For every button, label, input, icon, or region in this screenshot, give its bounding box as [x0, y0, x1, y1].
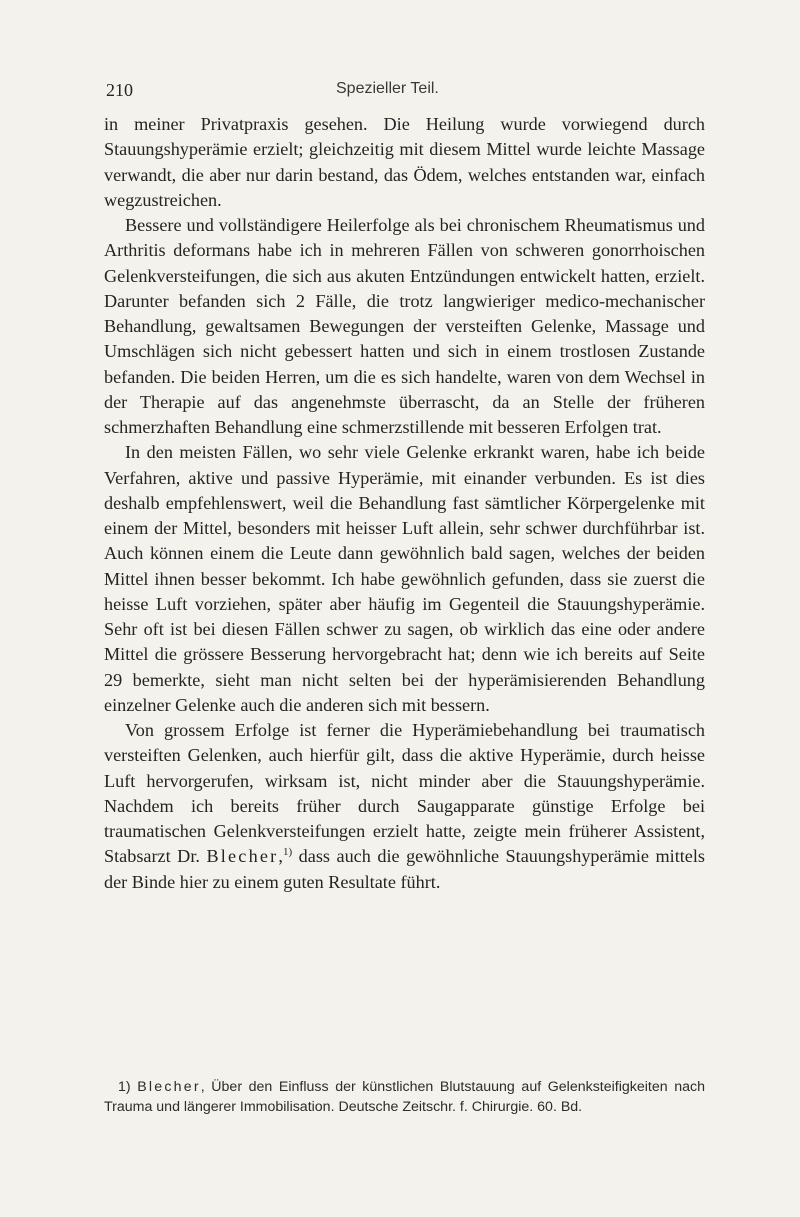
running-title: Spezieller Teil.: [336, 80, 439, 97]
footnote-author: Blecher: [137, 1079, 201, 1095]
author-name-blecher: Blecher: [206, 846, 279, 867]
paragraph-4-text-before: Von grossem Erfolge ist ferner die Hyperämiebehandlung bei traumatisch versteiften Gelenken, auch hierfür gilt, dass die aktive Hyperämie, durch heisse Luft hervorgerufen, wirksam ist, nicht minder aber die Stauungshyperämie. Nachdem ich bereits früher durch Saugapparate günstige Erfolge bei traumatischen Gelenkversteifungen erzielt hatte, zeigte mein früherer Assistent, Stabsarzt Dr.: [104, 720, 705, 867]
body-text: [104, 112, 705, 895]
running-head: [106, 80, 706, 104]
paragraph-1: in meiner Privatpraxis gesehen. Die Heilung wurde vorwiegend durch Stauungshyperämie erzielt; gleichzeitig mit diesem Mittel wurde leichte Massage verwandt, die aber nur darin bestand, das Ödem, welches entstanden war, einfach wegzustreichen.: [104, 114, 705, 210]
footnote-marker: 1): [118, 1079, 131, 1095]
footnote-text: , Über den Einfluss der künstlichen Blutstauung auf Gelenksteifigkeiten nach Trauma und längerer Immobilisation. Deutsche Zeitschr. f. Chirurgie. 60. Bd.: [104, 1079, 705, 1115]
paragraph-4: [104, 718, 705, 895]
footnote-entry: [104, 1078, 705, 1117]
paragraph-3: In den meisten Fällen, wo sehr viele Gelenke erkrankt waren, habe ich beide Verfahren, aktive und passive Hyperämie, mit einander verbunden. Es ist dies deshalb empfehlenswert, weil die Behandlung fast sämtlicher Körpergelenke mit einem der Mittel, besonders mit heisser Luft allein, sehr schwer durchführbar ist. Auch können einem die Leute dann gewöhnlich bald sagen, welches der beiden Mittel ihnen besser bekommt. Ich habe gewöhnlich gefunden, dass sie zuerst die heisse Luft vorziehen, später aber häufig im Gegenteil die Stauungshyperämie. Sehr oft ist bei diesen Fällen schwer zu sagen, ob wirklich das eine oder andere Mittel die grössere Besserung hervorgebracht hat; denn wie ich bereits auf Seite 29 bemerkte, sieht man nicht selten bei der hyperämisierenden Behandlung einzelner Gelenke auch die anderen sich mit bessern.: [104, 442, 705, 715]
paragraph-2: Bessere und vollständigere Heilerfolge als bei chronischem Rheumatismus und Arthritis deformans habe ich in mehreren Fällen von schweren gonorrhoischen Gelenkversteifungen, die sich aus akuten Entzündungen entwickelt hatten, erzielt. Darunter befanden sich 2 Fälle, die trotz langwieriger medico-mechanischer Behandlung, gewaltsamen Bewegungen der versteiften Gelenke, Massage und Umschlägen sich nicht gebessert hatten und sich in einem trostlosen Zustande befanden. Die beiden Herren, um die es sich handelte, waren von dem Wechsel in der Therapie auf das angenehmste überrascht, da an Stelle der früheren schmerzhaften Behandlung eine schmerzstillende mit besseren Erfolgen trat.: [104, 215, 705, 437]
footnote-reference[interactable]: 1): [282, 846, 293, 859]
paragraph-4-text-after: dass auch die gewöhnliche Stauungshyperämie mittels der Binde hier zu einem guten Resultate führt.: [104, 846, 706, 892]
footnote: [104, 1078, 705, 1117]
page-number: 210: [106, 80, 133, 100]
paragraph-4-comma: ,: [278, 846, 283, 867]
